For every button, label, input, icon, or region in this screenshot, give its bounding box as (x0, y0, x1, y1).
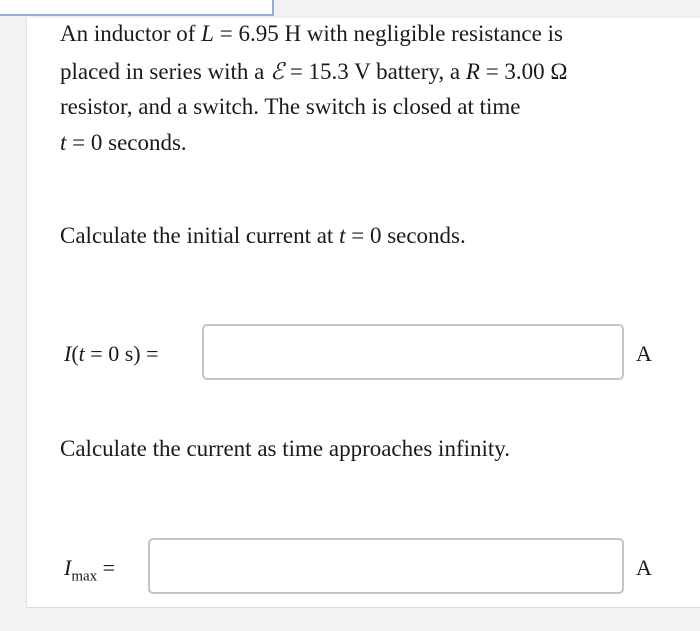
question-1-prompt: Calculate the initial current at t = 0 seconds. (60, 223, 466, 248)
question-2-prompt: Calculate the current as time approaches infinity. (60, 436, 511, 461)
question-card (26, 18, 700, 608)
problem-line-2: placed in series with a ℰ = 15.3 V battery, a R = 3.00 Ω (60, 59, 568, 84)
max-current-label: $I_{max}$ = (64, 555, 116, 585)
answer-row-2 (27, 538, 700, 598)
max-current-unit: A (636, 555, 652, 580)
initial-current-label: I(t = 0 s) = (64, 341, 159, 366)
problem-line-4: t = 0 seconds. (60, 130, 187, 155)
max-current-input[interactable] (148, 538, 624, 594)
initial-current-input[interactable] (202, 324, 624, 380)
top-tab (0, 0, 274, 16)
answer-row-1 (27, 324, 700, 384)
problem-line-3: resistor, and a switch. The switch is closed at time (60, 94, 521, 119)
problem-line-1: An inductor of L = 6.95 H with negligible resistance is (60, 21, 563, 46)
initial-current-unit: A (636, 341, 652, 366)
emf-symbol: ℰ (270, 59, 285, 84)
